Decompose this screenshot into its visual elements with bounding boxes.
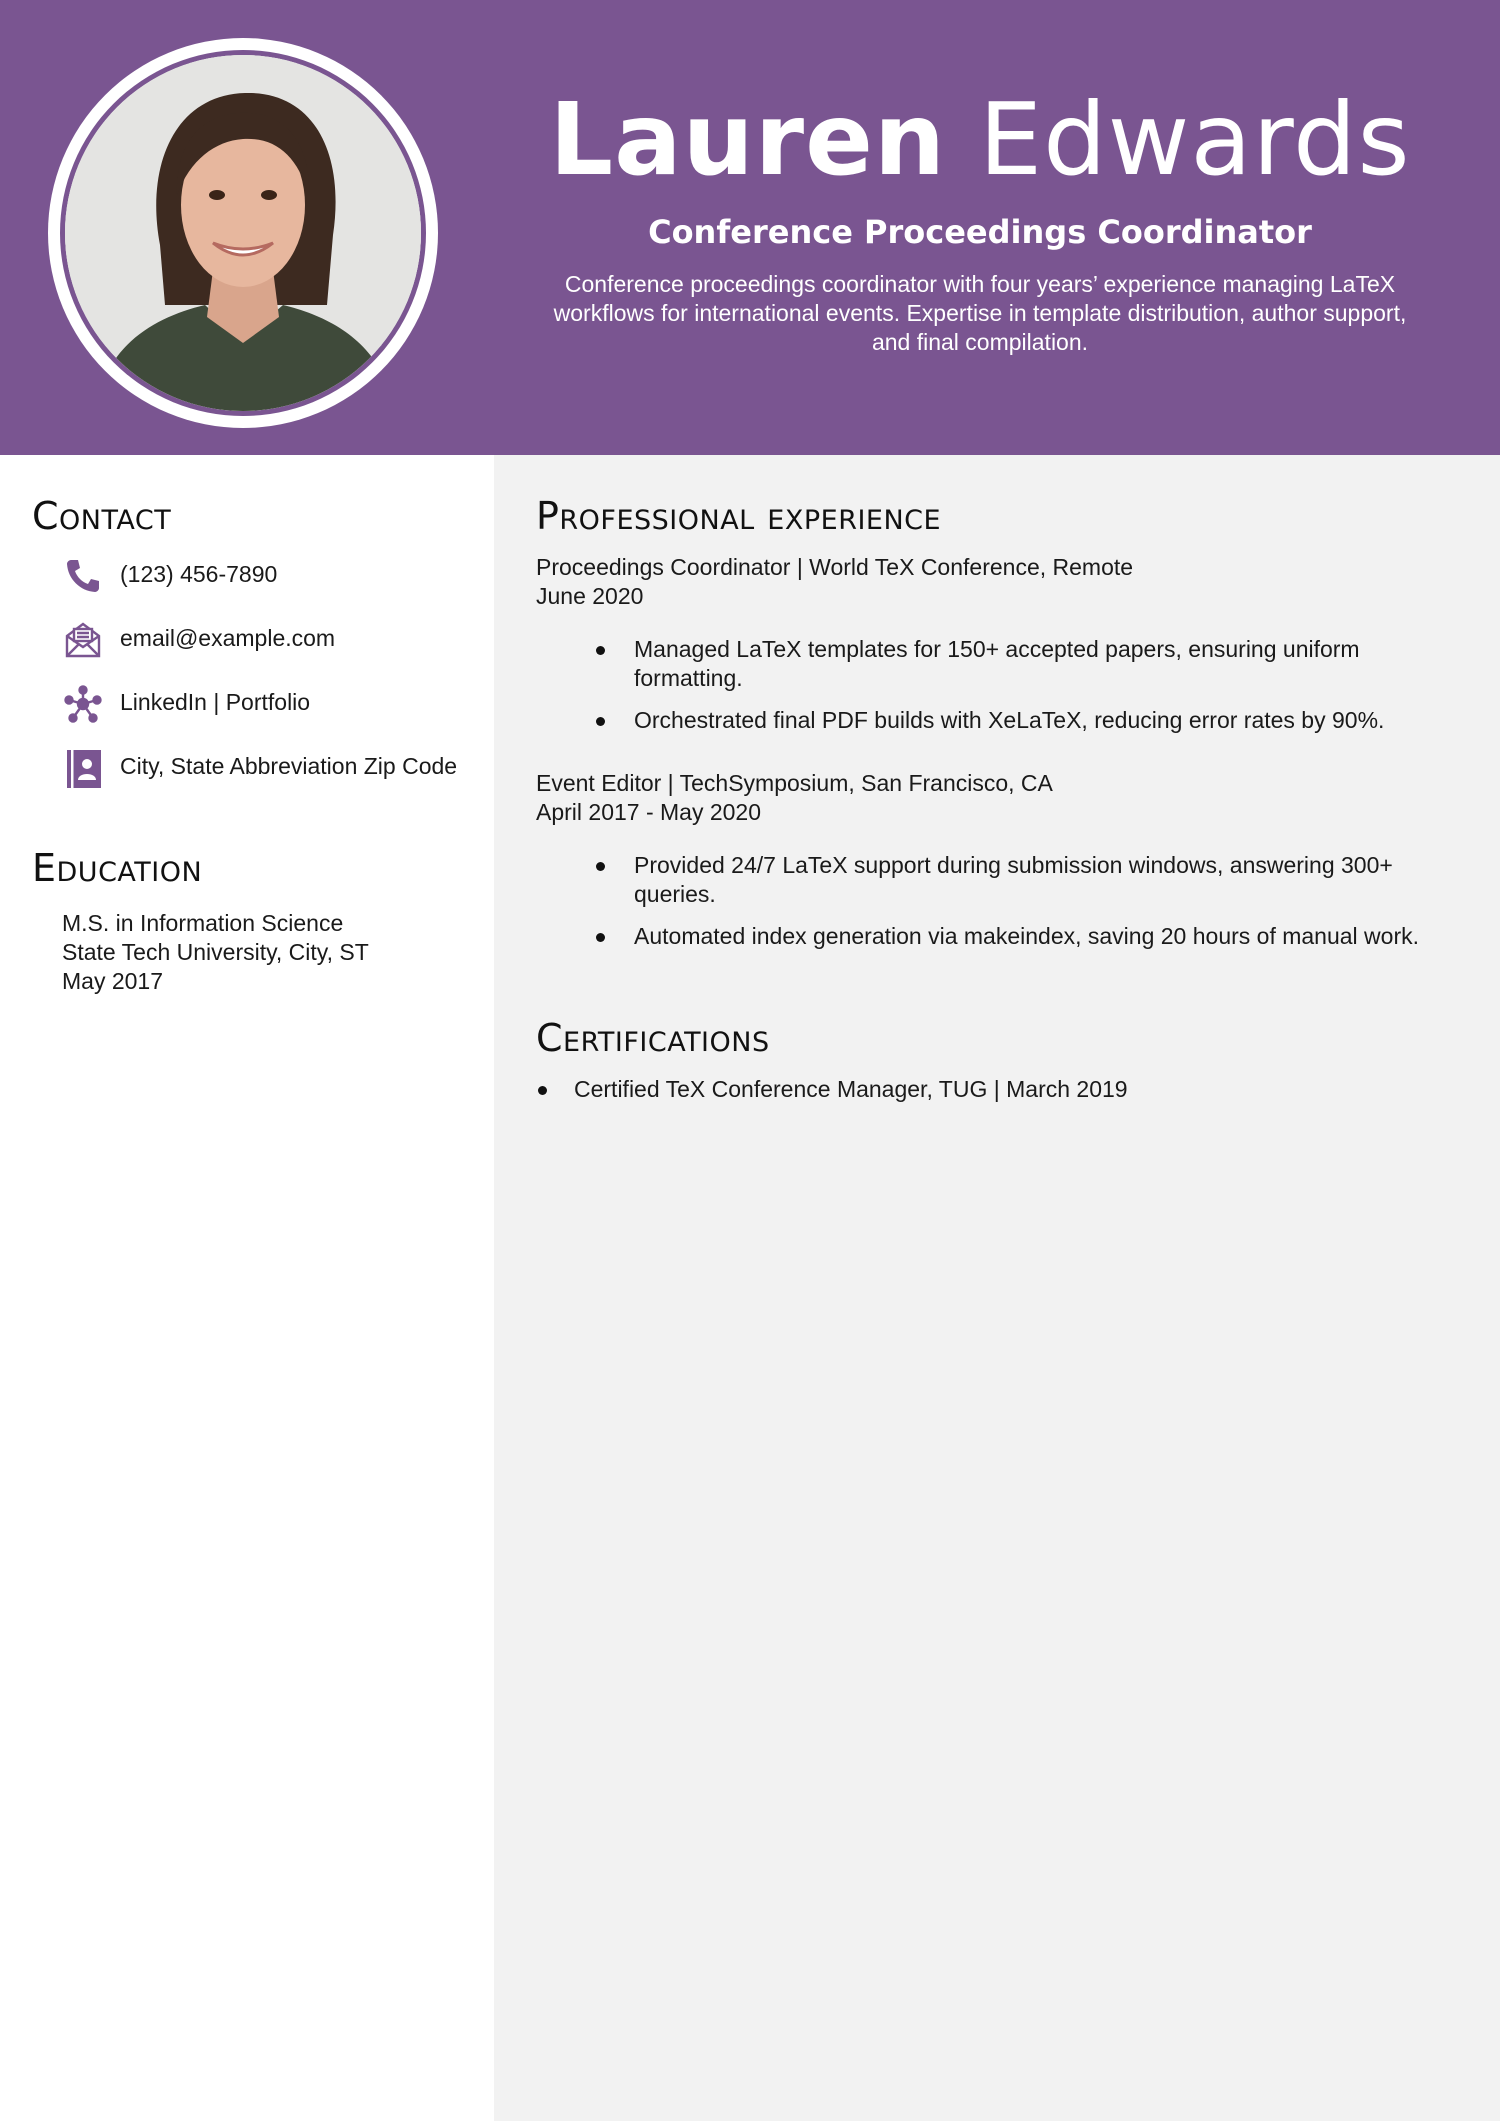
header-text [530, 80, 1430, 357]
phone-text[interactable]: (123) 456-7890 [120, 561, 278, 587]
portrait-image [65, 55, 421, 411]
certification-item: Certified TeX Conference Manager, TUG | March 2019 [536, 1075, 1466, 1104]
left-column [0, 455, 494, 2121]
job-bullet: Provided 24/7 LaTeX support during submission windows, answering 300+ queries. [592, 851, 1466, 909]
job-heading: Proceedings Coordinator | World TeX Conference, Remote [536, 554, 1134, 580]
first-name: Lauren [549, 81, 947, 198]
job-bullets [536, 635, 1466, 735]
envelope-icon [62, 619, 104, 661]
job-bullets [536, 851, 1466, 951]
job-date: April 2017 - May 2020 [536, 799, 762, 825]
certification-list [536, 1075, 1466, 1104]
email-text[interactable]: email@example.com [120, 625, 336, 651]
education-section [32, 845, 472, 996]
contact-links [62, 683, 472, 725]
job-entry [536, 769, 1466, 951]
job-entry [536, 553, 1466, 735]
job-date: June 2020 [536, 583, 644, 609]
graduation-date: May 2017 [62, 968, 164, 994]
contact-email [62, 619, 472, 661]
certifications-section [536, 1015, 1466, 1104]
profile-summary: Conference proceedings coordinator with four years’ experience managing LaTeX workflows for international events. Expertise in template distribution, author support, and final compilation. [553, 271, 1407, 355]
job-bullet: Managed LaTeX templates for 150+ accepted papers, ensuring uniform formatting. [592, 635, 1466, 693]
education-entry [32, 909, 472, 996]
school: State Tech University, City, ST [62, 939, 369, 965]
education-heading: Education [32, 846, 203, 890]
experience-section [536, 493, 1466, 964]
profile-photo [65, 55, 421, 411]
contact-address [62, 747, 472, 789]
header-banner [0, 0, 1500, 455]
address-text: City, State Abbreviation Zip Code [120, 753, 458, 779]
certifications-heading: Certifications [536, 1016, 770, 1060]
contact-section [32, 493, 472, 811]
links-text[interactable]: LinkedIn | Portfolio [120, 689, 311, 715]
job-heading: Event Editor | TechSymposium, San Francisco, CA [536, 770, 1053, 796]
contact-phone [62, 555, 472, 597]
phone-icon [62, 555, 104, 597]
candidate-name [530, 80, 1430, 200]
contact-list [32, 555, 472, 789]
right-column [494, 455, 1500, 2121]
address-book-icon [62, 747, 104, 789]
experience-heading: Professional experience [536, 494, 942, 538]
degree: M.S. in Information Science [62, 910, 344, 936]
job-bullet: Automated index generation via makeindex, saving 20 hours of manual work. [592, 922, 1466, 951]
contact-heading: Contact [32, 494, 172, 538]
network-icon [62, 683, 104, 725]
last-name: Edwards [978, 81, 1411, 198]
profile-photo-frame [48, 38, 438, 428]
job-title: Conference Proceedings Coordinator [648, 213, 1312, 251]
job-bullet: Orchestrated final PDF builds with XeLaTeX, reducing error rates by 90%. [592, 706, 1466, 735]
